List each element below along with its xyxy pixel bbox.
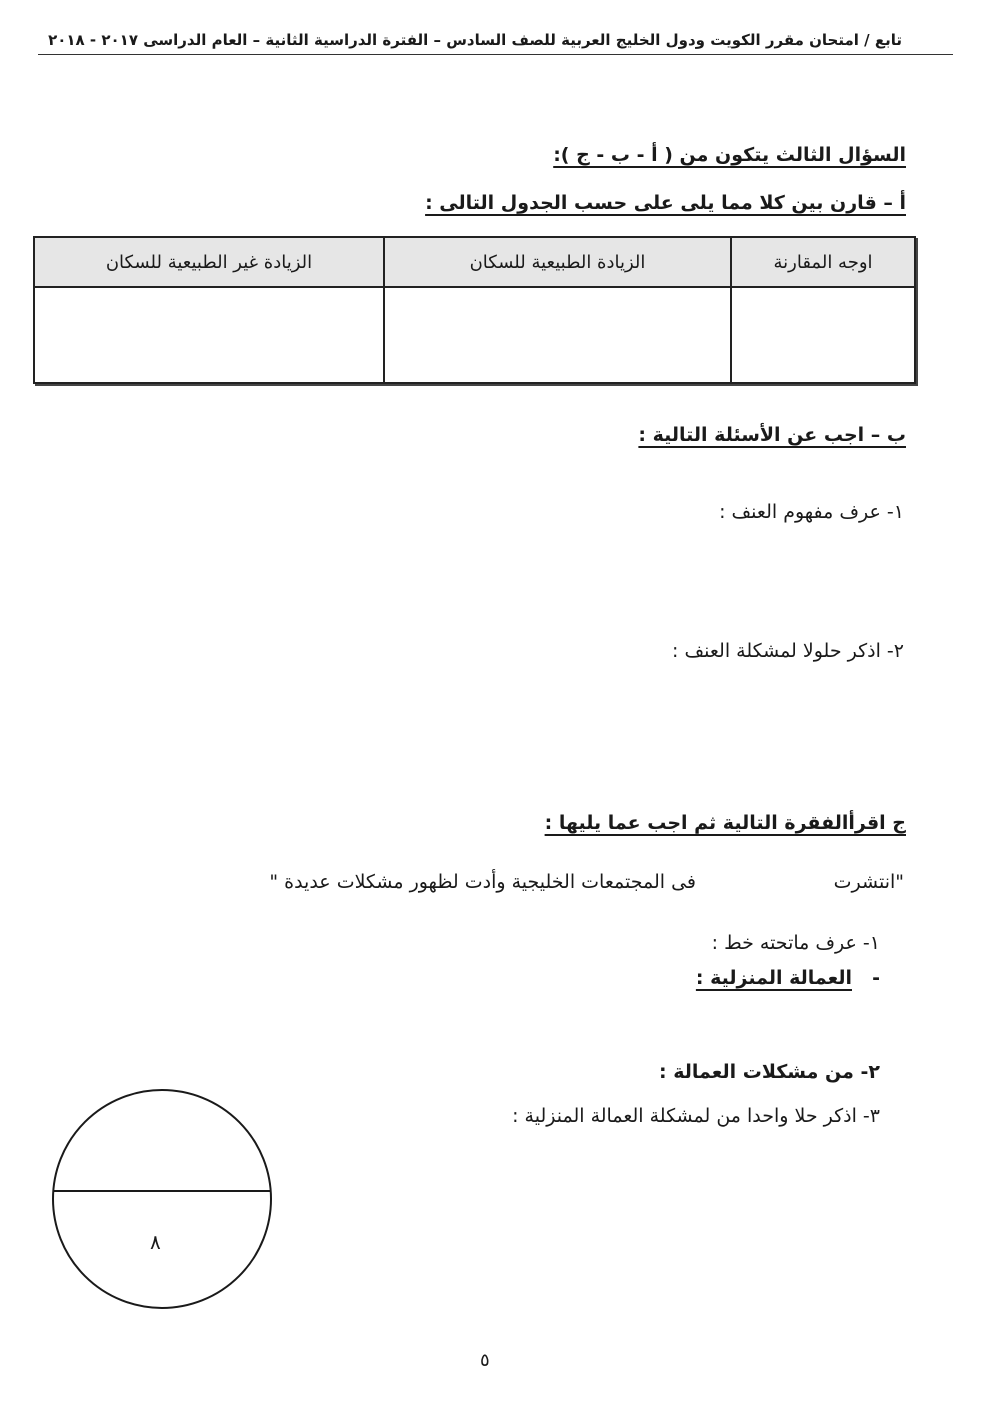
part-a-instruction: أ – قارن بين كلا مما يلى على حسب الجدول التالى : xyxy=(425,192,906,214)
passage-start: "انتشرت xyxy=(833,871,904,893)
question-title: السؤال الثالث يتكون من ( أ - ب - ج ): xyxy=(553,144,906,166)
part-b-question-1: ١- عرف مفهوم العنف : xyxy=(719,501,904,523)
underlined-term-text: العمالة المنزلية : xyxy=(695,967,852,989)
table-header-row xyxy=(34,237,915,287)
table-cell[interactable] xyxy=(34,287,384,383)
part-c-instruction: ج اقرأالفقرة التالية ثم اجب عما يليها : xyxy=(544,812,906,834)
score-circle xyxy=(52,1089,272,1309)
part-b-question-2: ٢- اذكر حلولا لمشكلة العنف : xyxy=(672,640,904,662)
table-header-cell: الزيادة الطبيعية للسكان xyxy=(384,237,731,287)
part-c-question-2: ٢- من مشكلات العمالة : xyxy=(659,1061,880,1083)
score-circle-divider xyxy=(53,1190,271,1192)
table-cell[interactable] xyxy=(384,287,731,383)
page-number: ٥ xyxy=(480,1350,490,1371)
underlined-term xyxy=(696,967,852,989)
part-c-question-1: ١- عرف ماتحته خط : xyxy=(711,932,880,954)
term-dash: - xyxy=(872,967,880,989)
part-c-question-3: ٣- اذكر حلا واحدا من لمشكلة العمالة المنزلية : xyxy=(512,1105,880,1127)
header-divider xyxy=(38,54,953,55)
part-b-instruction: ب – اجب عن الأسئلة التالية : xyxy=(638,424,906,446)
table-header-cell: اوجه المقارنة xyxy=(731,237,915,287)
score-value: ٨ xyxy=(150,1230,161,1254)
table-header-cell: الزيادة غير الطبيعية للسكان xyxy=(34,237,384,287)
page-header: تابع / امتحان مقرر الكويت ودول الخليج العربية للصف السادس – الفترة الدراسية الثانية – العام الدراسى ٢٠١٧ - ٢٠١٨ xyxy=(48,31,902,49)
table-row xyxy=(34,287,915,383)
comparison-table xyxy=(33,236,916,384)
passage-end: فى المجتمعات الخليجية وأدت لظهور مشكلات عديدة " xyxy=(269,871,696,893)
table-cell[interactable] xyxy=(731,287,915,383)
